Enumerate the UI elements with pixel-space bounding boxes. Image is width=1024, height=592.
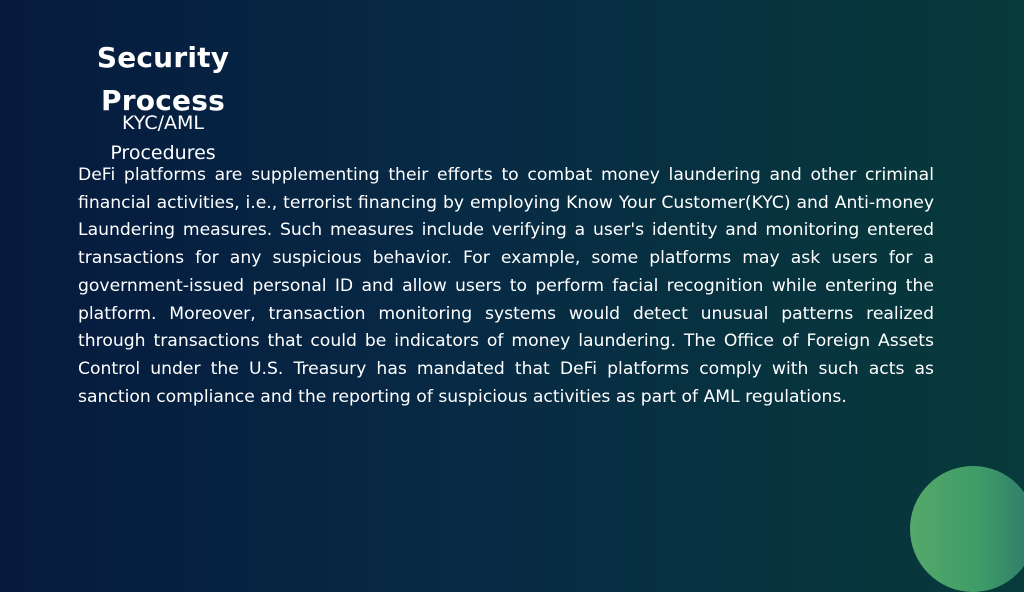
slide-body-text: DeFi platforms are supplementing their efforts to combat money laundering and other criminal financial activities, i.e., terrorist financing by employing Know Your Customer(KYC) and Anti-money Laundering measures. Such measures include verifying a user's identity and monitoring entered transactions for any suspicious behavior. For example, some platforms may ask users for a government-issued personal ID and allow users to perform facial recognition while entering the platform. Moreover, transaction monitoring systems would detect unusual patterns realized through transactions that could be indicators of money laundering. The Office of Foreign Assets Control under the U.S. Treasury has mandated that DeFi platforms comply with such acts as sanction compliance and the reporting of suspicious activities as part of AML regulations. xyxy=(78,165,934,407)
slide-subtitle: KYC/AML Procedures xyxy=(110,112,216,164)
decorative-circle xyxy=(910,466,1024,592)
slide-title: Security Process xyxy=(96,41,230,117)
